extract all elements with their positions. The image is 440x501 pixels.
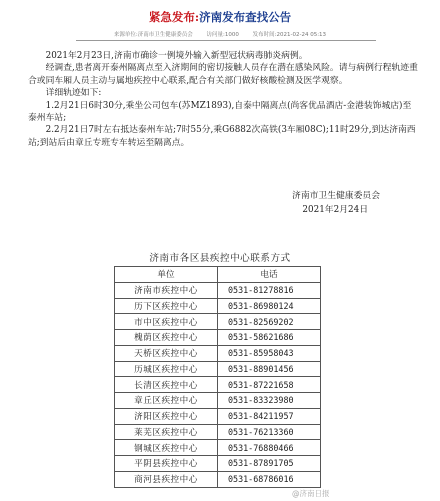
unit-cell: 商河县疾控中心 <box>115 471 218 487</box>
unit-cell: 历下区疾控中心 <box>115 298 218 314</box>
table-row <box>115 471 321 487</box>
meta-views: 访问量:1000 <box>206 32 239 38</box>
phone-cell: 0531-76213360 <box>218 424 321 440</box>
phone-cell: 0531-87891705 <box>218 456 321 472</box>
phone-cell: 0531-58621686 <box>218 330 321 346</box>
table-row <box>115 424 321 440</box>
meta-date: 发布时间:2021-02-24 05:13 <box>252 32 327 38</box>
table-row <box>115 298 321 314</box>
divider <box>76 40 376 41</box>
phone-cell: 0531-88901456 <box>218 361 321 377</box>
notice-body <box>28 50 420 149</box>
unit-cell: 钢城区疾控中心 <box>115 440 218 456</box>
header-phone: 电话 <box>218 267 321 283</box>
phone-cell: 0531-76880466 <box>218 440 321 456</box>
phone-cell: 0531-68786016 <box>218 471 321 487</box>
table-row <box>115 440 321 456</box>
notice-track-1: 1.2月21日6时30分,乘坐公司包车(苏MZ1893),自泰中隔离点(尚客优品酒店-金港装饰城店)至泰州车站; <box>28 100 412 124</box>
phone-cell: 0531-84211957 <box>218 408 321 424</box>
table-row <box>115 361 321 377</box>
page-title <box>0 9 440 25</box>
phone-cell: 0531-82569202 <box>218 314 321 330</box>
notice-track-2: 2.2月21日7时左右抵达泰州车站;7时55分,乘G6882次高铁(3车厢08C);11时29分,到达济南西站;到站后由章丘专班专车转运至隔离点。 <box>28 125 416 148</box>
contacts-title: 济南市各区县疾控中心联系方式 <box>149 253 291 264</box>
table-row <box>115 282 321 298</box>
table-row <box>115 456 321 472</box>
unit-cell: 槐荫区疾控中心 <box>115 330 218 346</box>
title-urgent: 紧急发布: <box>148 10 200 24</box>
phone-cell: 0531-85958043 <box>218 345 321 361</box>
table-row <box>115 408 321 424</box>
unit-cell: 济阳区疾控中心 <box>115 408 218 424</box>
table-header-row <box>115 267 321 283</box>
signature-date: 2021年2月24日 <box>302 205 368 215</box>
phone-cell: 0531-81278816 <box>218 282 321 298</box>
phone-cell: 0531-86980124 <box>218 298 321 314</box>
phone-cell: 0531-87221658 <box>218 377 321 393</box>
header-unit: 单位 <box>115 267 218 283</box>
table-row <box>115 393 321 409</box>
title-main: 济南发布查找公告 <box>199 10 292 24</box>
unit-cell: 章丘区疾控中心 <box>115 393 218 409</box>
unit-cell: 长清区疾控中心 <box>115 377 218 393</box>
notice-paragraph-2: 经调查,患者离开泰州隔离点至入济期间的密切接触人员存在潜在感染风险。请与病例行程轨迹重合或同车厢人员主动与属地疾控中心联系,配合有关部门做好核酸检测及医学观察。 <box>28 63 418 86</box>
table-row <box>115 377 321 393</box>
meta-source: 来源单位:济南市卫生健康委员会 <box>113 32 193 38</box>
unit-cell: 济南市疾控中心 <box>115 282 218 298</box>
unit-cell: 莱芜区疾控中心 <box>115 424 218 440</box>
meta-line <box>0 30 440 38</box>
unit-cell: 市中区疾控中心 <box>115 314 218 330</box>
signature-org: 济南市卫生健康委员会 <box>292 191 380 201</box>
contacts-table <box>114 266 321 488</box>
table-row <box>115 314 321 330</box>
table-row <box>115 330 321 346</box>
unit-cell: 历城区疾控中心 <box>115 361 218 377</box>
phone-cell: 0531-83323980 <box>218 393 321 409</box>
unit-cell: 天桥区疾控中心 <box>115 345 218 361</box>
watermark: @济南日报 <box>292 489 330 498</box>
notice-paragraph-1: 2021年2月23日,济南市确诊一例境外输入新型冠状病毒肺炎病例。 <box>45 51 308 61</box>
unit-cell: 平阴县疾控中心 <box>115 456 218 472</box>
notice-paragraph-3: 详细轨迹如下: <box>45 88 102 99</box>
table-row <box>115 345 321 361</box>
